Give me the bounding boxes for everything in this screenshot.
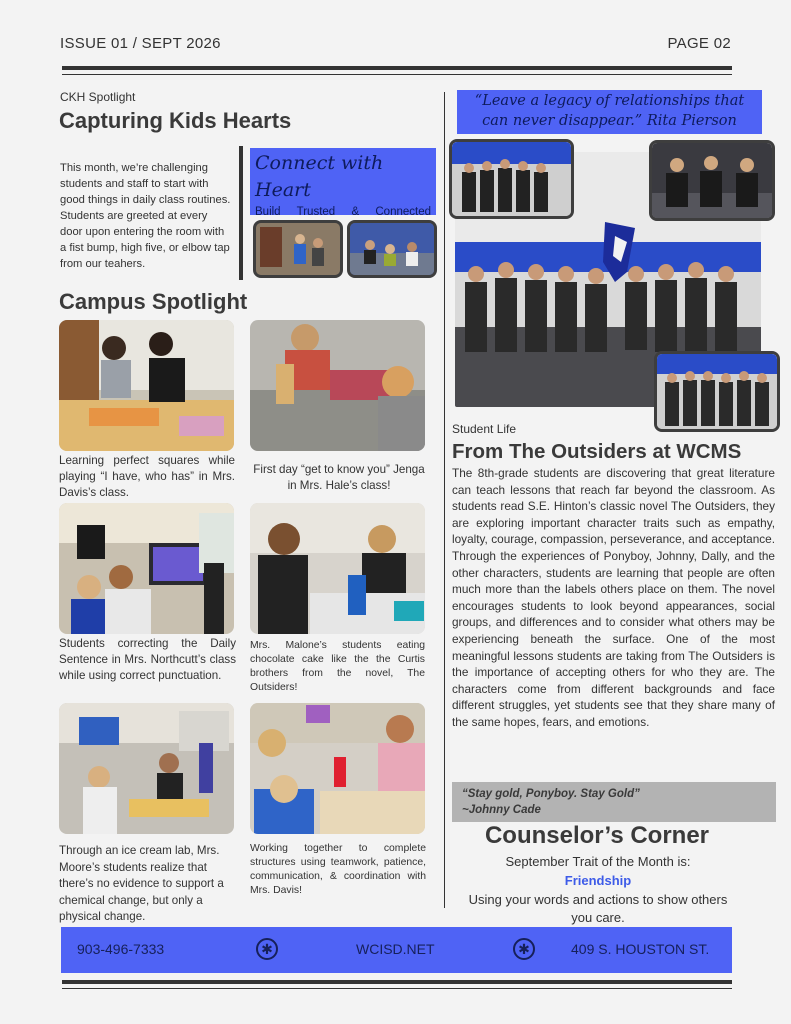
footer-bar (61, 927, 732, 973)
footer-website: WCISD.NET (356, 941, 435, 957)
trait-of-month: Friendship (564, 873, 632, 888)
caption-daily-sentence: Students correcting the Daily Sentence in Mrs. Northcutt’s class while using correct punctuation. (59, 637, 236, 682)
caption-ice-cream-lab: Through an ice cream lab, Mrs. Moore’s students realize that there’s no evidence to support a chemical change, but only a physical change. (59, 844, 224, 923)
photo-daily-sentence (59, 503, 234, 634)
outsiders-photo-small-3 (654, 351, 780, 432)
stay-gold-quote-text: “Stay gold, Ponyboy. Stay Gold” (462, 788, 640, 800)
asterisk-icon: ✱ (513, 938, 535, 960)
asterisk-icon: ✱ (256, 938, 278, 960)
connect-with-heart-title: Connect with Heart (255, 152, 384, 201)
photo-chocolate-cake (250, 503, 425, 634)
page-number: PAGE 02 (667, 35, 731, 52)
counselor-intro: September Trait of the Month is: (505, 854, 691, 869)
column-divider (444, 92, 445, 908)
outsiders-photo-small-2 (649, 140, 775, 221)
connect-with-heart-subtitle: Build Trusted & Connected (255, 206, 431, 218)
ckh-title: Capturing Kids Hearts (59, 108, 292, 133)
outsiders-photo-small-1 (449, 139, 574, 219)
issue-label: ISSUE 01 / SEPT 2026 (60, 35, 221, 52)
student-life-kicker: Student Life (452, 422, 517, 436)
campus-spotlight-title: Campus Spotlight (59, 289, 248, 314)
ckh-photo-greeting (253, 220, 343, 278)
footer-rule-thin (62, 988, 732, 989)
pierson-quote-box (457, 90, 762, 134)
trait-description: Using your words and actions to show others you care. (468, 892, 728, 925)
header-rule-thin (62, 74, 732, 75)
counselor-title: Counselor’s Corner (484, 822, 710, 849)
student-life-body: The 8th-grade students are discovering that great literature can teach lessons that reach far beyond the classroom. As students read S.E. Hinton’s classic novel The Outsiders, they are exploring important character traits such as empathy, loyalty, courage, compassion, perseverance, and acceptance. Through the experiences of Ponyboy, Johnny, Dally, and the other characters, students are learning that people are often much more than the labels others place on them. The novel encourages students to look beyond appearances, social groups, and differences and to consider what others may be experiencing beneath the surface. One of the most meaningful lessons students are taking from The Outsiders is the importance of accepting others for who they are. The characters come from different backgrounds and face different struggles, yet students see that they share many of the same hopes, fears, and emotions. (452, 466, 775, 729)
pierson-quote-text: “Leave a legacy of relationships that can never disappear.” Rita Pierson (474, 93, 745, 129)
ckh-body: This month, we’re challenging students and staff to start with good things in daily class routines. Students are greeted at every door upon entering the room with a fist bump, high five, or elbow tap from our teahers. (60, 162, 231, 270)
connect-with-heart-box (250, 148, 436, 218)
caption-perfect-squares: Learning perfect squares while playing “I have, who has” in Mrs. Davis’s class. (59, 454, 235, 499)
photo-perfect-squares (59, 320, 234, 451)
student-life-title: From The Outsiders at WCMS (452, 440, 742, 463)
footer-phone: 903-496-7333 (77, 941, 165, 957)
caption-structures-teamwork: Working together to complete structures using teamwork, patience, communication, & coordination with Mrs. Davis! (250, 843, 426, 896)
caption-chocolate-cake: Mrs. Malone’s students eating chocolate cake like the the Curtis brothers from the novel, The Outsiders! (250, 640, 425, 693)
ckh-accent-bar (239, 146, 243, 280)
footer-address: 409 S. HOUSTON ST. (571, 941, 710, 957)
photo-jenga (250, 320, 425, 451)
header-rule-thick (62, 66, 732, 70)
ckh-photo-classroom (347, 220, 437, 278)
stay-gold-quote (452, 782, 776, 822)
stay-gold-quote-attribution: ~Johnny Cade (462, 804, 541, 816)
photo-ice-cream-lab (59, 703, 234, 834)
photo-structures-teamwork (250, 703, 425, 834)
footer-rule-thick (62, 980, 732, 984)
ckh-kicker: CKH Spotlight (60, 90, 136, 104)
caption-jenga: First day “get to know you” Jenga in Mrs. Hale’s class! (253, 463, 425, 492)
